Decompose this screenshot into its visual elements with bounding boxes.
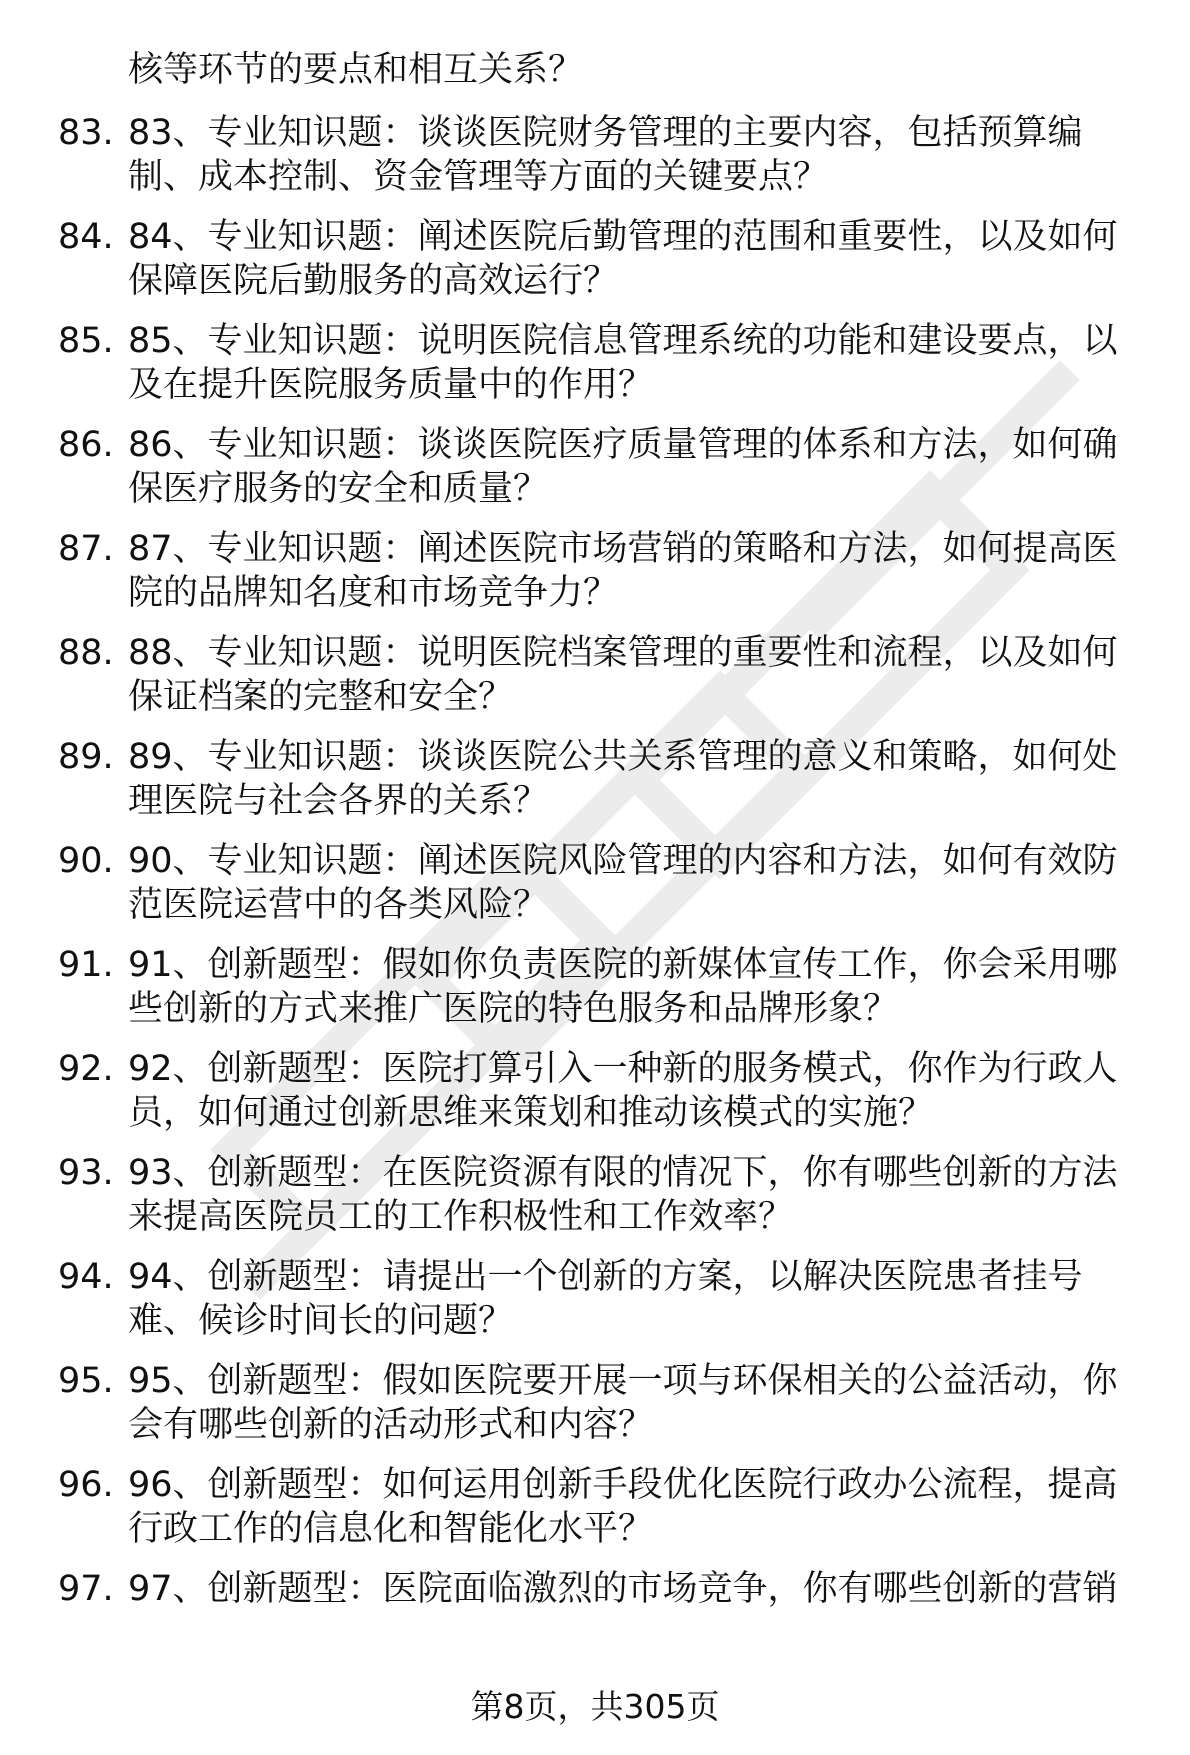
item-text-line: 88、专业知识题：说明医院档案管理的重要性和流程，以及如何: [128, 633, 1118, 673]
item-text-line: 保医疗服务的安全和质量？: [128, 469, 549, 509]
list-item: [58, 1047, 1148, 1135]
item-number: 97.: [58, 1569, 114, 1609]
list-item: [58, 1359, 1148, 1447]
item-text-line: 行政工作的信息化和智能化水平？: [128, 1509, 654, 1549]
item-number: 89.: [58, 737, 114, 777]
list-item: [58, 319, 1148, 407]
item-number: 88.: [58, 633, 114, 673]
item-text-line: 保障医院后勤服务的高效运行？: [128, 261, 619, 301]
item-text-line: 87、专业知识题：阐述医院市场营销的策略和方法，如何提高医: [128, 529, 1118, 569]
item-text-line: 93、创新题型：在医院资源有限的情况下，你有哪些创新的方法: [128, 1153, 1118, 1193]
item-text-line: 来提高医院员工的工作积极性和工作效率？: [128, 1197, 794, 1237]
item-text-line: 理医院与社会各界的关系？: [128, 781, 549, 821]
list-item: [58, 1255, 1148, 1343]
items-container: [58, 111, 1148, 1611]
item-text-line: 89、专业知识题：谈谈医院公共关系管理的意义和策略，如何处: [128, 737, 1118, 777]
question-list: [58, 48, 1148, 1627]
item-text-line: 范医院运营中的各类风险？: [128, 885, 549, 925]
list-item: [58, 943, 1148, 1031]
item-number: 87.: [58, 529, 114, 569]
item-text-line: 84、专业知识题：阐述医院后勤管理的范围和重要性，以及如何: [128, 217, 1118, 257]
item-text-line: 制、成本控制、资金管理等方面的关键要点？: [128, 157, 829, 197]
item-text-line: 些创新的方式来推广医院的特色服务和品牌形象？: [128, 989, 899, 1029]
item-number: 83.: [58, 113, 114, 153]
list-item: [58, 423, 1148, 511]
list-item: [58, 527, 1148, 615]
item-number: 86.: [58, 425, 114, 465]
item-number: 85.: [58, 321, 114, 361]
item-text-line: 95、创新题型：假如医院要开展一项与环保相关的公益活动，你: [128, 1361, 1118, 1401]
item-text-line: 保证档案的完整和安全？: [128, 677, 514, 717]
item-number: 92.: [58, 1049, 114, 1089]
continuation-line: 核等环节的要点和相互关系？: [128, 50, 584, 90]
item-text-line: 85、专业知识题：说明医院信息管理系统的功能和建设要点，以: [128, 321, 1118, 361]
list-item: [58, 839, 1148, 927]
item-number: 91.: [58, 945, 114, 985]
item-number: 95.: [58, 1361, 114, 1401]
item-number: 93.: [58, 1153, 114, 1193]
list-item: [58, 631, 1148, 719]
list-item: [58, 735, 1148, 823]
item-text-line: 91、创新题型：假如你负责医院的新媒体宣传工作，你会采用哪: [128, 945, 1118, 985]
item-text-line: 96、创新题型：如何运用创新手段优化医院行政办公流程，提高: [128, 1465, 1118, 1505]
list-item: [58, 1151, 1148, 1239]
item-text-line: 90、专业知识题：阐述医院风险管理的内容和方法，如何有效防: [128, 841, 1118, 881]
page-footer: 第8页，共305页: [470, 1687, 720, 1726]
list-item: [58, 111, 1148, 199]
item-number: 90.: [58, 841, 114, 881]
item-text-line: 难、候诊时间长的问题？: [128, 1301, 514, 1341]
item-text-line: 97、创新题型：医院面临激烈的市场竞争，你有哪些创新的营销: [128, 1569, 1118, 1609]
item-number: 96.: [58, 1465, 114, 1505]
item-text-line: 83、专业知识题：谈谈医院财务管理的主要内容，包括预算编: [128, 113, 1083, 153]
item-text-line: 86、专业知识题：谈谈医院医疗质量管理的体系和方法，如何确: [128, 425, 1118, 465]
item-number: 84.: [58, 217, 114, 257]
item-text-line: 94、创新题型：请提出一个创新的方案，以解决医院患者挂号: [128, 1257, 1083, 1297]
item-text-line: 会有哪些创新的活动形式和内容？: [128, 1405, 654, 1445]
list-item: [58, 1567, 1148, 1611]
item-text-line: 92、创新题型：医院打算引入一种新的服务模式，你作为行政人: [128, 1049, 1118, 1089]
item-text-line: 员，如何通过创新思维来策划和推动该模式的实施？: [128, 1093, 934, 1133]
item-number: 94.: [58, 1257, 114, 1297]
item-text-line: 及在提升医院服务质量中的作用？: [128, 365, 654, 405]
list-item: [58, 215, 1148, 303]
list-item: [58, 1463, 1148, 1551]
item-text-line: 院的品牌知名度和市场竞争力？: [128, 573, 619, 613]
